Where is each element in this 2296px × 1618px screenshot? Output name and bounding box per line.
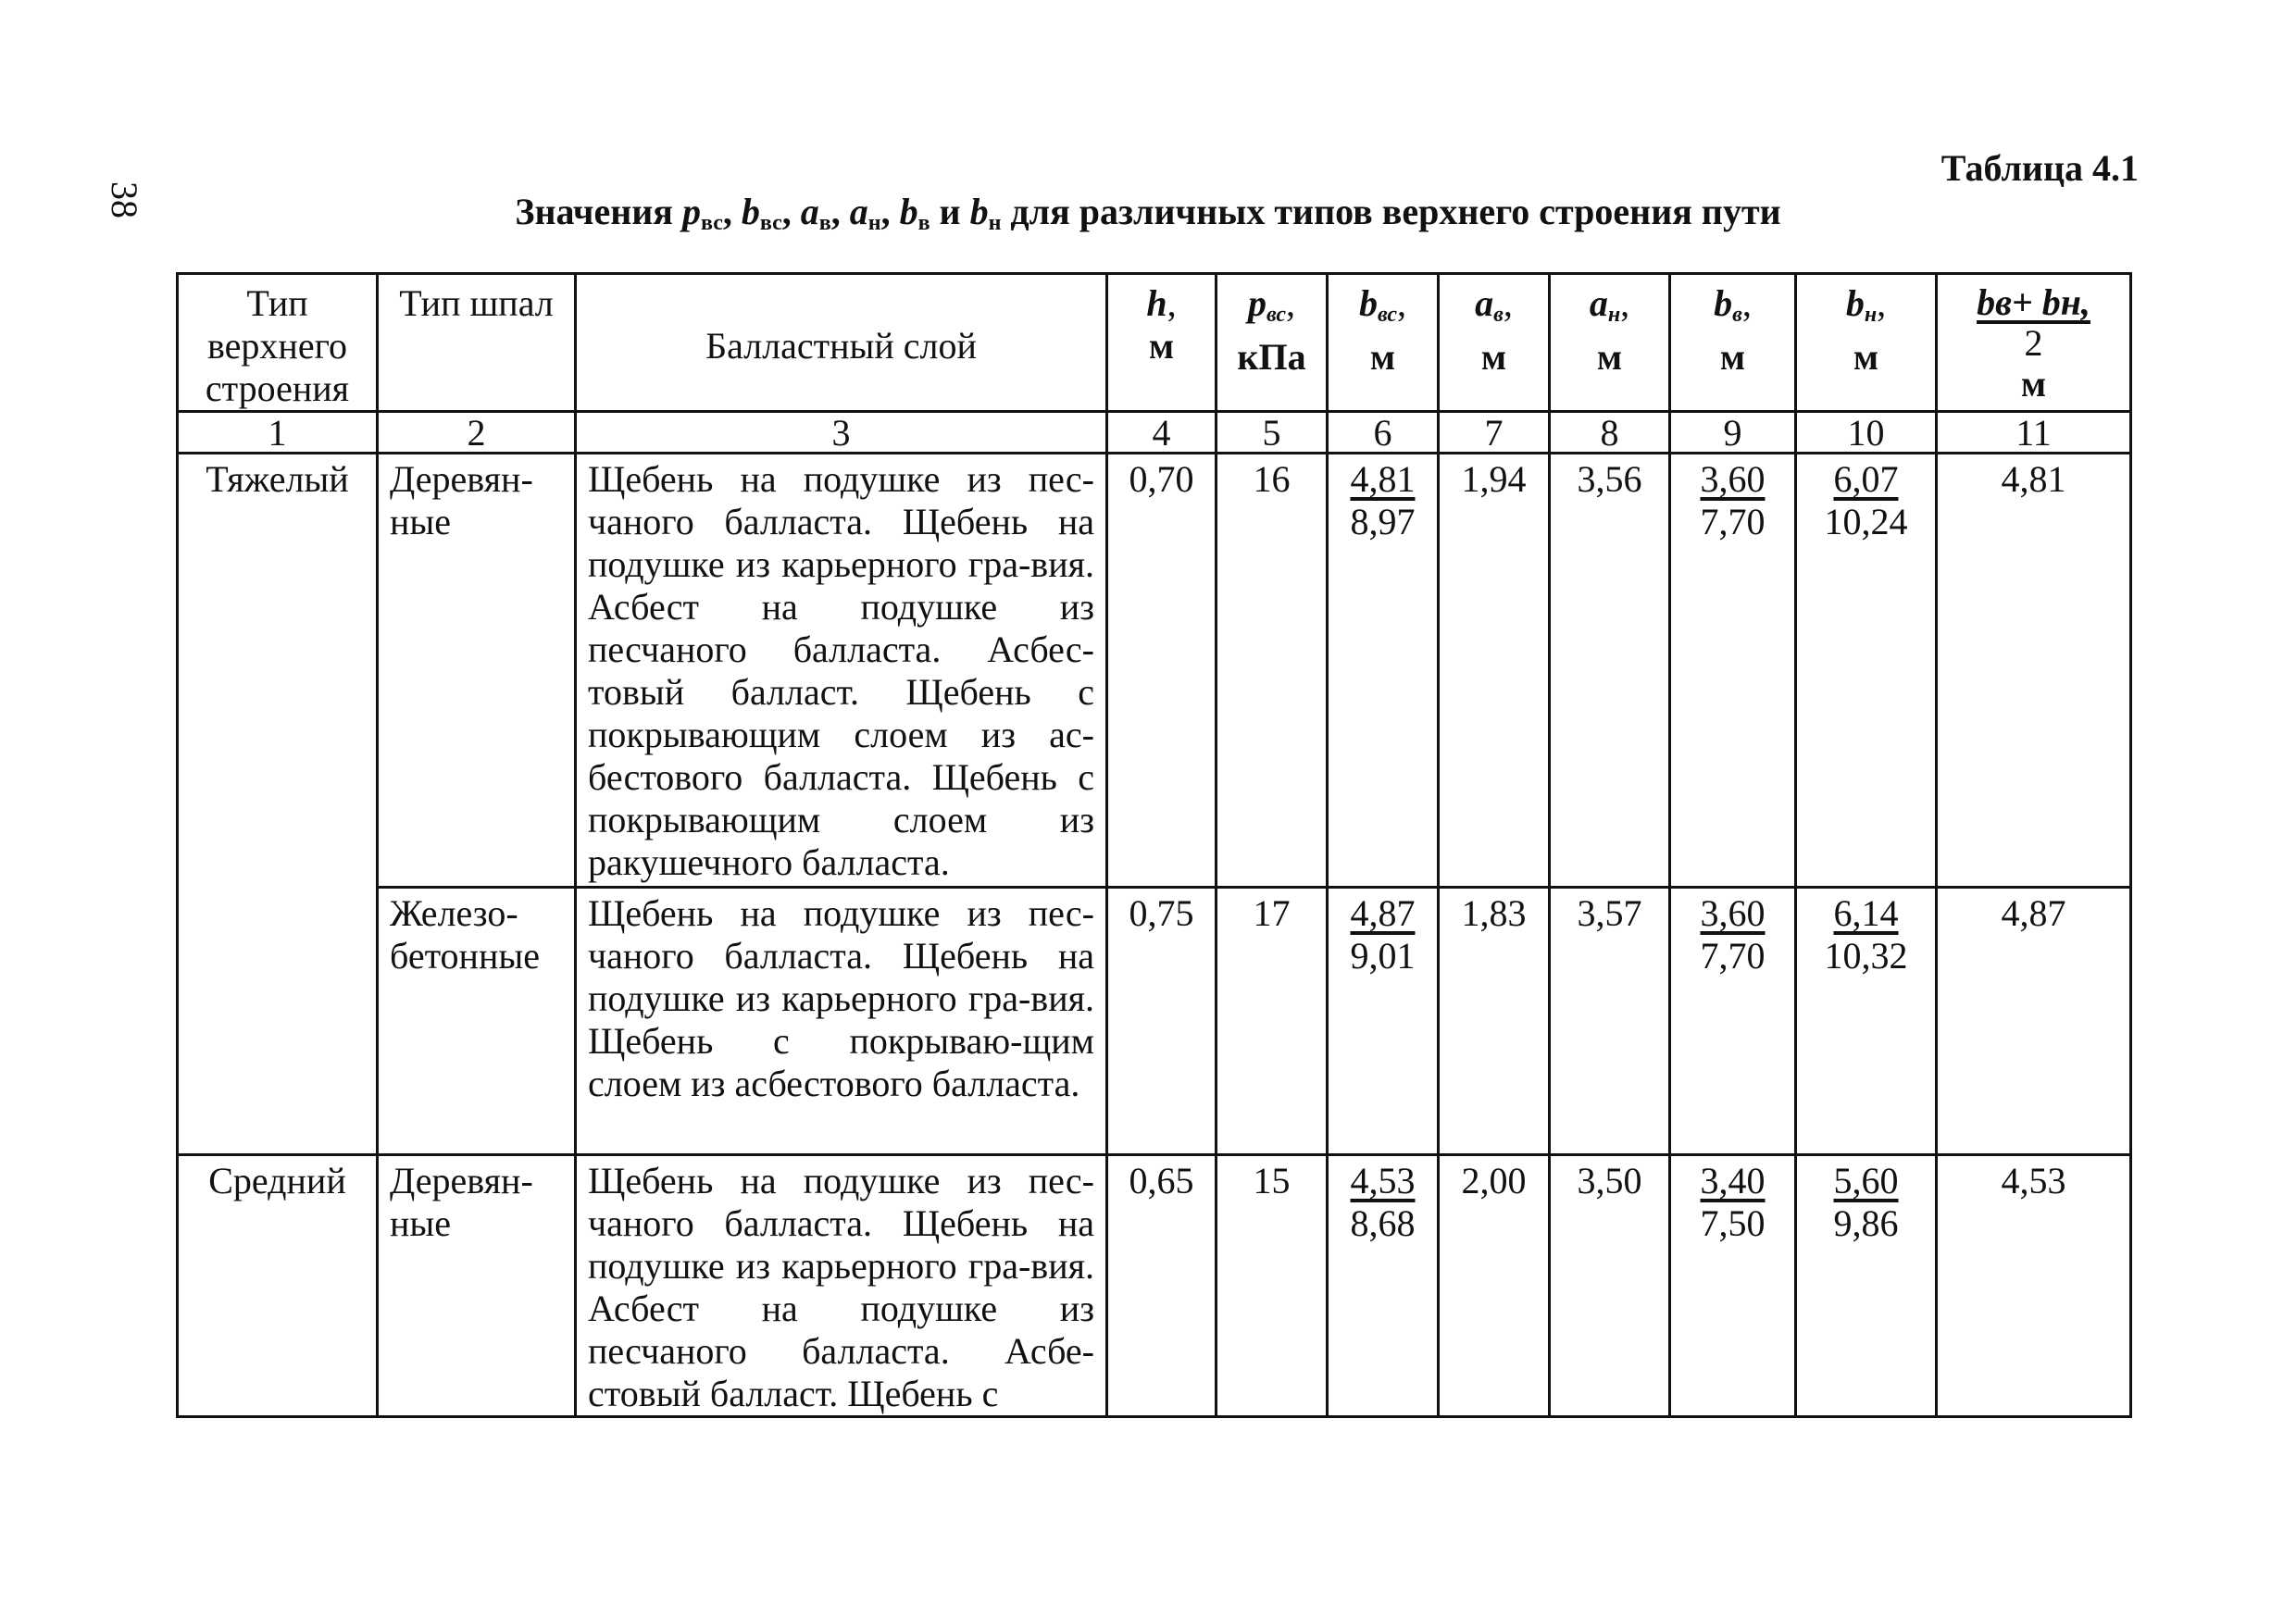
header-bvs-unit: м: [1369, 336, 1396, 378]
h-cell: 0,65: [1107, 1155, 1217, 1417]
column-number: 1: [178, 412, 378, 454]
bv-bottom: 7,70: [1700, 935, 1766, 977]
an-cell: 3,50: [1550, 1155, 1670, 1417]
sleeper-type-cell: Деревян-ные: [378, 1155, 576, 1417]
bn-bottom: 10,24: [1824, 501, 1908, 542]
header-av-unit: м: [1480, 336, 1507, 378]
header-bv-sub: в: [1732, 303, 1742, 327]
table-row: [178, 454, 2131, 888]
title-var-separator: ,: [722, 191, 742, 232]
column-number: 6: [1328, 412, 1439, 454]
header-an-unit: м: [1596, 336, 1623, 378]
title-suffix: для различных типов верхнего строения пути: [1010, 191, 1781, 232]
header-bvs-sub: вс: [1377, 303, 1398, 327]
header-bvs: $b_{вс}$, м: [1328, 274, 1439, 412]
superstructure-type-cell: Средний: [178, 1155, 378, 1417]
column-number: 2: [378, 412, 576, 454]
title-var-separator: ,: [830, 191, 850, 232]
bn-bottom: 10,32: [1824, 935, 1908, 977]
title-var-sub: н: [867, 211, 881, 235]
bv-bottom: 7,50: [1700, 1202, 1766, 1244]
title-var-separator: и: [930, 191, 970, 232]
title-var: [969, 191, 1002, 235]
ballast-layer-cell: Щебень на подушке из пес-чаного балласта. Щебень на подушке из карьерного гра-вия. Щебень с покрываю-щим слоем из асбестового балласта.: [576, 888, 1107, 1155]
bn-top: 5,60: [1833, 1160, 1899, 1201]
header-h-unit: м: [1148, 325, 1175, 367]
av-cell: 1,94: [1439, 454, 1550, 888]
title-var-separator: ,: [880, 191, 900, 232]
bv-cell: [1670, 1155, 1796, 1417]
header-bv-unit: м: [1719, 336, 1746, 378]
title-var-separator: ,: [781, 191, 801, 232]
header-sum-bottom: 2: [2024, 322, 2043, 364]
header-bvs-base: b: [1358, 282, 1378, 324]
header-ballast-layer: Балластный слой: [576, 274, 1107, 412]
title-var-base: p: [681, 191, 701, 232]
header-h-var: h: [1146, 282, 1167, 324]
table-row: [178, 1155, 2131, 1417]
header-av-base: a: [1475, 282, 1494, 324]
title-var-base: b: [741, 191, 760, 232]
bv-top: 3,60: [1700, 892, 1766, 934]
header-av-sub: в: [1493, 303, 1504, 327]
header-bv: $b_в$, м: [1670, 274, 1796, 412]
bn-cell: [1796, 454, 1937, 888]
bvs-bottom: 8,68: [1350, 1202, 1416, 1244]
header-bn: $b_н$, м: [1796, 274, 1937, 412]
title-var-base: b: [969, 191, 989, 232]
title-var: [741, 191, 801, 235]
title-var: [800, 191, 850, 235]
bn-top: 6,14: [1833, 892, 1899, 934]
header-p-unit: кПа: [1237, 336, 1306, 378]
av-cell: 2,00: [1439, 1155, 1550, 1417]
title-var-sub: вс: [700, 211, 723, 235]
header-p-sub: вс: [1266, 303, 1287, 327]
table-label: Таблица 4.1: [1940, 147, 2139, 189]
title-prefix: Значения: [515, 191, 673, 232]
title-var-base: a: [849, 191, 868, 232]
header-an-sub: н: [1607, 303, 1621, 327]
bvs-cell: [1328, 1155, 1439, 1417]
header-h: h, м: [1107, 274, 1217, 412]
header-sum-unit: м: [2020, 363, 2047, 404]
p-cell: 16: [1217, 454, 1328, 888]
title-var: [849, 191, 900, 235]
title-var-base: a: [800, 191, 819, 232]
sleeper-type-cell: Железо-бетонные: [378, 888, 576, 1155]
column-number: 3: [576, 412, 1107, 454]
bvs-cell: [1328, 454, 1439, 888]
bv-top: 3,40: [1700, 1160, 1766, 1201]
header-p-base: p: [1247, 282, 1267, 324]
column-number: 11: [1937, 412, 2131, 454]
header-sum: [1937, 274, 2131, 412]
an-cell: 3,56: [1550, 454, 1670, 888]
title-var: [681, 191, 742, 235]
title-var-base: b: [899, 191, 918, 232]
title-var-sub: вс: [759, 211, 782, 235]
table-title: [0, 190, 2296, 236]
h-cell: 0,75: [1107, 888, 1217, 1155]
header-sum-top: bв+ bн,: [1977, 281, 2090, 323]
header-bn-sub: н: [1864, 303, 1878, 327]
column-number: 8: [1550, 412, 1670, 454]
bvs-top: 4,87: [1350, 892, 1416, 934]
bv-bottom: 7,70: [1700, 501, 1766, 542]
superstructure-type-cell: Тяжелый: [178, 454, 378, 1155]
bvs-top: 4,81: [1350, 458, 1416, 500]
column-number: 10: [1796, 412, 1937, 454]
sum-cell: 4,53: [1937, 1155, 2131, 1417]
an-cell: 3,57: [1550, 888, 1670, 1155]
bv-top: 3,60: [1700, 458, 1766, 500]
header-superstructure-type: Тип верхнего строения: [178, 274, 378, 412]
values-table: [176, 272, 2132, 1418]
page-number: 38: [104, 181, 145, 218]
bvs-bottom: 9,01: [1350, 935, 1416, 977]
bvs-top: 4,53: [1350, 1160, 1416, 1201]
header-bv-base: b: [1714, 282, 1733, 324]
header-an-base: a: [1589, 282, 1608, 324]
header-bn-base: b: [1845, 282, 1865, 324]
title-var: [899, 191, 970, 235]
column-number: 4: [1107, 412, 1217, 454]
header-av: $a_в$, м: [1439, 274, 1550, 412]
column-number: 7: [1439, 412, 1550, 454]
header-bn-unit: м: [1853, 336, 1879, 378]
bvs-bottom: 8,97: [1350, 501, 1416, 542]
p-cell: 17: [1217, 888, 1328, 1155]
bn-bottom: 9,86: [1833, 1202, 1899, 1244]
sum-cell: 4,87: [1937, 888, 2131, 1155]
sum-cell: 4,81: [1937, 454, 2131, 888]
header-row: [178, 274, 2131, 412]
title-vars: [681, 191, 1002, 235]
av-cell: 1,83: [1439, 888, 1550, 1155]
bn-top: 6,07: [1833, 458, 1899, 500]
header-sleeper-type: Тип шпал: [378, 274, 576, 412]
column-number: 9: [1670, 412, 1796, 454]
sleeper-type-cell: Деревян-ные: [378, 454, 576, 888]
column-number: 5: [1217, 412, 1328, 454]
bn-cell: [1796, 888, 1937, 1155]
h-cell: 0,70: [1107, 454, 1217, 888]
title-var-sub: в: [917, 211, 930, 235]
ballast-layer-cell: Щебень на подушке из пес-чаного балласта. Щебень на подушке из карьерного гра-вия. Асбест на подушке из песчаного балласта. Асбе-стовый балласт. Щебень с: [576, 1155, 1107, 1417]
column-number-row: [178, 412, 2131, 454]
title-var-sub: в: [818, 211, 831, 235]
bvs-cell: [1328, 888, 1439, 1155]
p-cell: 15: [1217, 1155, 1328, 1417]
bn-cell: [1796, 1155, 1937, 1417]
table-row: [178, 888, 2131, 1155]
bv-cell: [1670, 888, 1796, 1155]
header-an: $a_н$, м: [1550, 274, 1670, 412]
title-var-sub: н: [988, 211, 1002, 235]
header-p: $p_{вс}$, кПа: [1217, 274, 1328, 412]
ballast-layer-cell: Щебень на подушке из пес-чаного балласта. Щебень на подушке из карьерного гра-вия. Асбест на подушке из песчаного балласта. Асбес-товый балласт. Щебень с покрывающим слоем из ас-бестового балласта. Щебень с покрывающим слоем из ракушечного балласта.: [576, 454, 1107, 888]
bv-cell: [1670, 454, 1796, 888]
